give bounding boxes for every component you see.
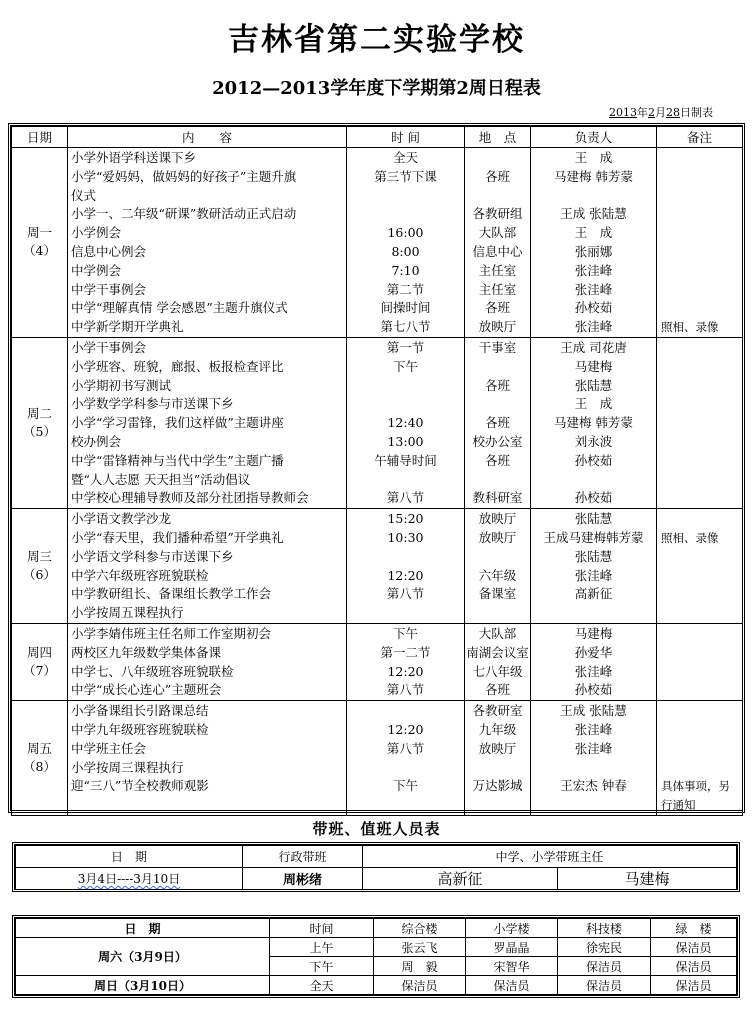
schedule-time-line: 第七八节 — [380, 319, 431, 335]
schedule-location-line — [465, 759, 530, 778]
day-row — [12, 148, 743, 338]
weekend-sat-pm-primary: 宋智华 — [466, 957, 558, 976]
day-number: （8） — [23, 759, 56, 774]
schedule-content-line: 中学九年级班容班貌联检 — [71, 721, 209, 737]
schedule-person-line: 王成 张陆慧 — [560, 206, 627, 222]
schedule-location-line — [465, 187, 530, 206]
schedule-location-line: 南湖会议室 — [466, 644, 529, 660]
schedule-time-line: 第三节下课 — [374, 168, 437, 184]
schedule-person-line: 孙爱华 — [574, 644, 613, 660]
schedule-person-line: 马建梅 — [574, 625, 613, 641]
schedule-note-line — [661, 740, 742, 759]
weekend-sun-science: 保洁员 — [558, 976, 651, 995]
day-label — [12, 701, 68, 816]
schedule-time-line — [347, 471, 464, 490]
schedule-person-line: 孙校茹 — [574, 682, 613, 698]
schedule-note-line: 照相、录像 — [661, 530, 719, 545]
schedule-person-line: 孙校茹 — [574, 452, 613, 468]
day-label — [12, 623, 68, 700]
weekend-sat-pm-green: 保洁员 — [651, 957, 737, 976]
schedule-location-line: 万达影城 — [472, 778, 523, 794]
schedule-location-cell — [465, 623, 531, 700]
schedule-note-line — [661, 452, 742, 471]
schedule-location-line: 各班 — [484, 168, 510, 184]
schedule-note-line — [661, 489, 742, 508]
weekend-header-date: 日 期 — [16, 919, 270, 938]
schedule-content-line: 中学六年级班容班貌联检 — [71, 567, 209, 583]
schedule-person-cell — [531, 337, 657, 508]
schedule-time-line — [347, 759, 464, 778]
day-row — [12, 623, 743, 700]
schedule-time-line: 16:00 — [387, 225, 424, 241]
weekend-header-science: 科技楼 — [558, 919, 651, 938]
weekend-table — [12, 915, 740, 998]
schedule-time-line — [347, 187, 464, 206]
schedule-content-line: 中学教研组长、备课组长教学工作会 — [71, 586, 272, 602]
schedule-time-cell — [347, 509, 465, 624]
schedule-location-line: 信息中心 — [472, 243, 523, 259]
header-date: 日期 — [12, 127, 68, 148]
weekend-sun-complex: 保洁员 — [374, 976, 466, 995]
schedule-content-line: 小学语文学科参与市送课下乡 — [71, 548, 234, 564]
schedule-content-line: 中学“雷锋精神与当代中学生”主题广播 — [71, 452, 284, 468]
schedule-time-line: 第八节 — [386, 490, 425, 506]
schedule-person-line: 王 成 — [574, 225, 613, 241]
schedule-note-line — [661, 205, 742, 224]
schedule-time-line — [347, 395, 464, 414]
schedule-location-line: 各班 — [484, 415, 510, 431]
schedule-person-line: 王成 司花唐 — [560, 339, 627, 355]
schedule-person-line: 王成 张陆慧 — [560, 703, 627, 719]
weekend-header-row — [16, 919, 737, 938]
schedule-content-line: 小学“爱妈妈，做妈妈的好孩子”主题升旗 — [71, 168, 297, 184]
day-name: 周二 — [26, 406, 52, 422]
schedule-person-line: 孙校茹 — [574, 490, 613, 506]
duty-table — [12, 842, 740, 892]
schedule-location-line: 各教研室 — [472, 703, 523, 719]
duty-admin: 周彬绪 — [243, 868, 363, 890]
schedule-location-line — [465, 604, 530, 623]
schedule-content-line: 仪式 — [71, 187, 97, 203]
day-name: 周一 — [26, 225, 52, 241]
schedule-location-line — [465, 395, 530, 414]
schedule-location-line: 七八年级 — [472, 663, 523, 679]
schedule-location-line: 各教研组 — [472, 206, 523, 222]
schedule-note-cell — [657, 701, 743, 816]
duty-title: 带班、值班人员表 — [312, 820, 441, 838]
schedule-person-line: 张陆慧 — [574, 377, 613, 393]
schedule-location-line: 各班 — [484, 452, 510, 468]
schedule-location-line: 教科研室 — [472, 490, 523, 506]
weekend-sun-green: 保洁员 — [651, 976, 737, 995]
schedule-time-line: 8:00 — [391, 243, 420, 259]
schedule-time-cell — [347, 337, 465, 508]
schedule-content-line: 中学“理解真情 学会感恩”主题升旗仪式 — [71, 300, 288, 316]
schedule-person-line: 张陆慧 — [574, 511, 613, 527]
schedule-content-line: 信息中心例会 — [71, 243, 147, 259]
schedule-time-line: 12:20 — [387, 663, 424, 679]
schedule-content-line: 小学语文教学沙龙 — [71, 511, 172, 527]
schedule-note-line — [661, 149, 742, 168]
schedule-content-line: 中学例会 — [71, 262, 122, 278]
schedule-note-line: 行通知 — [661, 798, 696, 813]
duty-date: 3月4日----3月10日 — [16, 868, 243, 890]
schedule-person-line: 王宏杰 钟春 — [560, 778, 627, 794]
schedule-time-line — [347, 205, 464, 224]
schedule-time-line: 第二节 — [386, 281, 425, 297]
schedule-content-line: 小学李婧伟班主任名师工作室期初会 — [71, 625, 272, 641]
schedule-time-line: 午辅导时间 — [374, 452, 437, 468]
header-content: 内 容 — [68, 127, 347, 148]
schedule-person-line: 张洼峰 — [574, 663, 613, 679]
schedule-person-line: 马建梅 韩芳蒙 — [554, 415, 633, 431]
duty-middle-teacher: 高新征 — [363, 868, 558, 890]
schedule-person-line: 马建梅 — [574, 358, 613, 374]
day-name: 周五 — [26, 741, 52, 756]
weekend-sun-primary: 保洁员 — [466, 976, 558, 995]
schedule-time-cell — [347, 701, 465, 816]
schedule-person-line — [531, 604, 656, 623]
schedule-content-line: 暨“人人志愿 天天担当”活动倡议 — [71, 471, 251, 487]
schedule-note-cell — [657, 337, 743, 508]
weekend-row-sun — [16, 976, 737, 995]
school-title: 吉林省第二实验学校 — [228, 22, 525, 58]
weekend-sat-pm-complex: 周 毅 — [374, 957, 466, 976]
schedule-note-line — [661, 585, 742, 604]
weekend-sat-label: 周六（3月9日） — [16, 938, 270, 976]
schedule-location-line: 各班 — [484, 682, 510, 698]
schedule-location-line: 放映厅 — [478, 740, 517, 756]
schedule-note-line — [661, 262, 742, 281]
header-time: 时 间 — [347, 127, 465, 148]
schedule-person-line: 王 成 — [574, 396, 613, 412]
schedule-subtitle: 2012—2013学年度下学期第2周日程表 — [212, 78, 541, 99]
weekend-header-primary: 小学楼 — [466, 919, 558, 938]
schedule-time-line: 第八节 — [386, 740, 425, 756]
duty-header-row — [16, 846, 737, 868]
schedule-person-line: 张丽娜 — [574, 243, 613, 259]
day-number: （5） — [23, 424, 56, 440]
schedule-person-line: 张洼峰 — [574, 740, 613, 756]
duty-header-admin: 行政带班 — [243, 846, 363, 868]
schedule-location-line: 大队部 — [478, 225, 517, 241]
schedule-location-line: 主任室 — [478, 281, 517, 297]
schedule-note-line — [661, 702, 742, 721]
day-number: （6） — [23, 567, 56, 583]
day-label — [12, 337, 68, 508]
schedule-location-line: 放映厅 — [478, 511, 517, 527]
schedule-time-line: 下午 — [392, 358, 418, 374]
schedule-content-cell — [68, 623, 347, 700]
schedule-note-line: 照相、录像 — [661, 320, 719, 335]
schedule-time-line: 全天 — [392, 150, 418, 165]
schedule-time-line — [347, 604, 464, 623]
schedule-location-line: 各班 — [484, 377, 510, 393]
schedule-note-line — [661, 567, 742, 586]
schedule-time-line: 第一二节 — [380, 644, 431, 660]
schedule-content-cell — [68, 509, 347, 624]
schedule-location-line: 备课室 — [478, 586, 517, 602]
day-row — [12, 337, 743, 508]
schedule-time-line: 间操时间 — [380, 300, 431, 316]
schedule-location-line: 各班 — [484, 300, 510, 316]
schedule-note-line — [661, 721, 742, 740]
schedule-content-line: 中学校心理辅导教师及部分社团指导教师会 — [71, 490, 309, 506]
schedule-location-line: 主任室 — [478, 262, 517, 278]
schedule-content-line: 中学新学期开学典礼 — [71, 319, 184, 335]
schedule-time-line: 第一节 — [386, 339, 425, 355]
schedule-content-line: 小学“春天里，我们播种希望”开学典礼 — [71, 529, 284, 545]
schedule-person-line: 张陆慧 — [574, 548, 613, 564]
schedule-note-line — [661, 281, 742, 300]
weekend-sat-am-complex: 张云飞 — [374, 938, 466, 957]
made-date: 2013年2月28日制表 — [609, 106, 713, 119]
schedule-time-line: 第八节 — [386, 586, 425, 602]
schedule-person-cell — [531, 623, 657, 700]
schedule-time-line: 12:20 — [387, 721, 424, 737]
schedule-location-line: 放映厅 — [478, 319, 517, 335]
schedule-location-line — [465, 548, 530, 567]
schedule-location-cell — [465, 509, 531, 624]
schedule-time-line: 12:20 — [387, 567, 424, 583]
weekend-row-sat-am — [16, 938, 737, 957]
schedule-note-line — [661, 299, 742, 318]
schedule-content-line: 小学例会 — [71, 225, 122, 241]
duty-row — [16, 868, 737, 890]
schedule-person-line: 高新征 — [574, 586, 613, 602]
schedule-content-cell — [68, 337, 347, 508]
schedule-note-line — [661, 358, 742, 377]
schedule-note-line — [661, 663, 742, 682]
weekend-sat-am-primary: 罗晶晶 — [466, 938, 558, 957]
day-name: 周四 — [26, 645, 52, 661]
weekend-sat-am-science: 徐宪民 — [558, 938, 651, 957]
schedule-note-line — [661, 510, 742, 529]
schedule-location-cell — [465, 701, 531, 816]
schedule-location-cell — [465, 148, 531, 338]
schedule-content-line: 小学“学习雷锋，我们这样做”主题讲座 — [71, 415, 284, 431]
schedule-person-line: 张洼峰 — [574, 262, 613, 278]
schedule-time-line — [347, 548, 464, 567]
schedule-content-line: 校办例会 — [71, 433, 122, 449]
weekend-sun-label: 周日（3月10日） — [16, 976, 270, 995]
header-person: 负责人 — [531, 127, 657, 148]
schedule-note-line — [661, 681, 742, 700]
schedule-content-line: 两校区九年级数学集体备课 — [71, 644, 222, 660]
schedule-time-line: 第八节 — [386, 682, 425, 698]
schedule-content-line: 小学备课组长引路课总结 — [71, 703, 209, 719]
schedule-content-line: 小学按周五课程执行 — [71, 605, 184, 621]
schedule-location-line: 放映厅 — [478, 529, 517, 545]
schedule-note-line — [661, 644, 742, 663]
schedule-person-cell — [531, 701, 657, 816]
schedule-note-cell — [657, 148, 743, 338]
weekend-sat-am-time: 上午 — [270, 938, 374, 957]
schedule-note-line — [661, 187, 742, 206]
schedule-note-line — [661, 604, 742, 623]
schedule-note-line — [661, 224, 742, 243]
schedule-location-line: 干事室 — [478, 339, 517, 355]
weekend-sat-am-green: 保洁员 — [651, 938, 737, 957]
schedule-person-line: 张洼峰 — [574, 281, 613, 297]
schedule-location-line: 六年级 — [478, 567, 517, 583]
schedule-person-line: 王 成 — [574, 150, 613, 165]
day-row — [12, 701, 743, 816]
schedule-content-line: 中学班主任会 — [71, 740, 147, 756]
day-row — [12, 509, 743, 624]
header-note: 备注 — [657, 127, 743, 148]
schedule-location-line: 校办公室 — [472, 433, 523, 449]
weekend-sat-pm-time: 下午 — [270, 957, 374, 976]
schedule-person-line: 王成马建梅韩芳蒙 — [543, 529, 644, 545]
schedule-person-line: 刘永波 — [574, 433, 613, 449]
schedule-content-line: 中学干事例会 — [71, 281, 147, 297]
schedule-content-line: 小学数学学科参与市送课下乡 — [71, 396, 234, 412]
day-number: （4） — [23, 243, 56, 259]
schedule-content-line: 小学干事例会 — [71, 339, 147, 355]
header-location: 地 点 — [465, 127, 531, 148]
schedule-content-line: 中学七、八年级班容班貌联检 — [71, 663, 234, 679]
schedule-note-cell — [657, 623, 743, 700]
schedule-content-cell — [68, 148, 347, 338]
schedule-person-line: 张洼峰 — [574, 567, 613, 583]
schedule-person-line — [531, 187, 656, 206]
schedule-person-line: 马建梅 韩芳蒙 — [554, 168, 633, 184]
schedule-person-line — [531, 759, 656, 778]
schedule-note-line — [661, 339, 742, 358]
schedule-content-line: 小学外语学科送课下乡 — [71, 150, 197, 165]
schedule-note-line — [661, 625, 742, 644]
schedule-note-line: 具体事项，另 — [661, 779, 730, 794]
weekend-sat-pm-science: 保洁员 — [558, 957, 651, 976]
schedule-time-cell — [347, 148, 465, 338]
schedule-time-cell — [347, 623, 465, 700]
schedule-person-cell — [531, 148, 657, 338]
schedule-location-line — [465, 149, 530, 168]
day-number: （7） — [23, 663, 56, 679]
schedule-person-line: 张洼峰 — [574, 721, 613, 737]
schedule-time-line: 13:00 — [387, 433, 424, 449]
schedule-time-line: 12:40 — [387, 415, 424, 431]
duty-header-teachers: 中学、小学带班主任 — [363, 846, 737, 868]
day-label — [12, 509, 68, 624]
schedule-time-line: 下午 — [392, 625, 418, 641]
schedule-time-line — [347, 377, 464, 396]
schedule-time-line — [347, 702, 464, 721]
schedule-time-line: 7:10 — [391, 262, 420, 278]
day-label — [12, 148, 68, 338]
schedule-location-line: 大队部 — [478, 625, 517, 641]
schedule-content-line: 中学“成长心连心”主题班会 — [71, 682, 222, 698]
schedule-content-line: 小学期初书写测试 — [71, 377, 172, 393]
schedule-note-line — [661, 243, 742, 262]
day-name: 周三 — [26, 549, 52, 565]
weekend-header-complex: 综合楼 — [374, 919, 466, 938]
schedule-note-cell — [657, 509, 743, 624]
schedule-location-cell — [465, 337, 531, 508]
schedule-content-line: 小学班容、班貌，廊报、板报检查评比 — [71, 358, 284, 374]
schedule-location-line — [465, 358, 530, 377]
weekend-header-green: 绿 楼 — [651, 919, 737, 938]
schedule-content-line: 迎“三八”节全校教师观影 — [71, 778, 209, 794]
schedule-time-line: 10:30 — [387, 529, 424, 545]
schedule-note-line — [661, 395, 742, 414]
schedule-content-cell — [68, 701, 347, 816]
schedule-time-line: 下午 — [392, 778, 418, 794]
weekend-sun-time: 全天 — [270, 976, 374, 995]
schedule-content-line: 小学按周三课程执行 — [71, 759, 184, 775]
schedule-note-line — [661, 168, 742, 187]
schedule-note-line — [661, 414, 742, 433]
schedule-note-line — [661, 377, 742, 396]
schedule-person-line — [531, 471, 656, 490]
schedule-content-line: 小学一、二年级“研课”教研活动正式启动 — [71, 206, 297, 222]
schedule-person-line: 孙校茹 — [574, 300, 613, 316]
schedule-location-line — [465, 471, 530, 490]
schedule-person-line: 张洼峰 — [574, 319, 613, 335]
schedule-note-line — [661, 471, 742, 490]
schedule-note-line — [661, 548, 742, 567]
duty-primary-teacher: 马建梅 — [558, 868, 737, 890]
weekend-header-time: 时间 — [270, 919, 374, 938]
schedule-note-line — [661, 759, 742, 778]
schedule-location-line: 九年级 — [478, 721, 517, 737]
schedule-person-cell — [531, 509, 657, 624]
schedule-table — [8, 123, 745, 813]
schedule-header-row — [12, 127, 743, 148]
duty-header-date: 日 期 — [16, 846, 243, 868]
schedule-note-line — [661, 433, 742, 452]
schedule-time-line: 15:20 — [387, 511, 424, 527]
